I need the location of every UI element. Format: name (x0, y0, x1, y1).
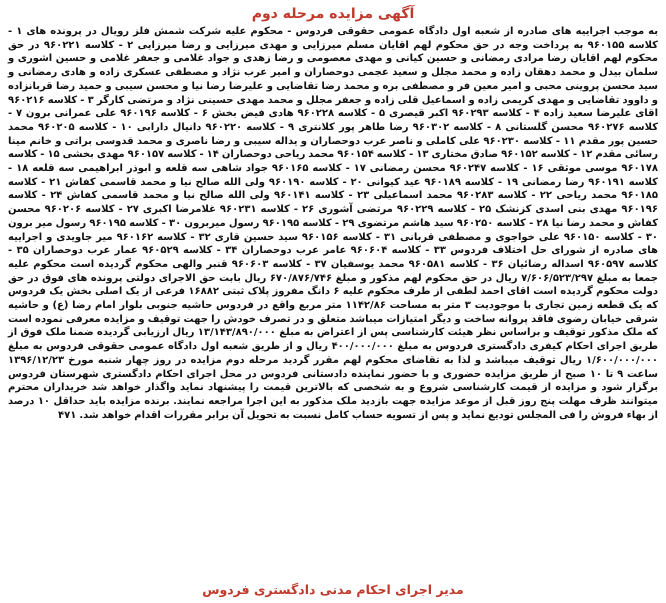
notice-signature: مدیر اجرای احکام مدنی دادگستری فردوس (202, 582, 464, 597)
notice-body: به موجب اجراییه های صادره از شعبه اول دادگاه عمومی حقوقی فردوس - محکوم علیه شرکت شمش فلز رویال در پرونده های ۱ - کلاسه ۹۶۰۱۵۵ به پرداخت وجه در حق محکوم لهم اقایان مسلم میرزایی و مهدی میرزایی و رضا میرزایی ۲ - کلاسه ۹۶۰۲۲۱ در حق محکوم لهم اقایان رضا مرادی رمضانی و حسین کیانی و مهدی معصومی و رضا زهدی و جواد غلامی و جعفر غلامی و حسین اشوری و سلمان بیدل و محمد دهقان زاده و محمد مجلل و سعید عجمی دوحصاران و امیر عرب نژاد و مصطفی عسکری زاده و هادی رمضانی و سید محسن پروینی محبی و امیر معین فر و مصطفی بره و محمد رضا تقاضایی و علیرضا رضا نیا و محسن سیبی و حمید رضا قربانزاده و داوود تقاضایی و مهدی کریمی زاده و اسماعیل قلی زاده و جعفر مجلل و محمد مهدی حسینی نژاد و مرتضی کارگر ۳ - کلاسه ۹۶۰۲۱۶ اقای علیرضا سعید زاده ۴ - کلاسه ۹۶۰۲۹۳ اکبر قیصری ۵ - کلاسه ۹۶۰۲۲۸ هادی فیض بخش ۶ - کلاسه ۹۶۰۱۹۶ علی عمرانی برون ۷ - کلاسه ۹۶۰۲۷۶ محسن گلستانی ۸ - کلاسه ۹۶۰۳۰۲ رضا طاهر پور کلانتری ۹ - کلاسه ۹۶۰۲۲۰ دانیال دارابی ۱۰ - کلاسه ۹۶۰۲۰۵ محمد حسین پور مقدم ۱۱ - کلاسه ۹۶۰۲۳۰ علی کاملی و ناصر عرب دوحصاران و یداله سیبی و رضا ناصری و محمد قدوسی براتی و خانم مینا رسائی مقدم ۱۲ - کلاسه ۹۶۰۱۵۲ صادق مختاری ۱۳ - کلاسه ۹۶۰۱۵۴ محمد ریاحی دوحصاران ۱۴ - کلاسه ۹۶۰۱۵۷ مهدی بخشی ۱۵ - کلاسه ۹۶۰۱۷۸ موسی موثقی ۱۶ - کلاسه ۹۶۰۲۴۷ محسن رمضانی ۱۷ - کلاسه ۹۶۰۱۶۵ جواد شاهی سه قلعه و ابوذر ابراهیمی سه قلعه ۱۸ - کلاسه ۹۶۰۱۹۱ رضا رمضانی ۱۹ - کلاسه ۹۶۰۱۸۹ عید کیوانی ۲۰ - کلاسه ۹۶۰۱۹۰ ولی الله صالح نیا و محمد قاسمی کفاش ۲۱ - کلاسه ۹۶۰۱۸۵ محمد ریاحی ۲۲ - کلاسه ۹۶۰۲۸۳ محمد اسماعیلی ۲۳ - کلاسه ۹۶۰۱۴۱ ولی الله صالح نیا و محمد قاسمی کفاش ۲۴ - کلاسه ۹۶۰۱۹۶ مهدی بنی اسدی کزنشک ۲۵ - کلاسه ۹۶۰۲۲۹ مرتضی آشوری ۲۶ - کلاسه ۹۶۰۲۳۱ غلامرضا اکبری ۲۷ - کلاسه ۹۶۰۲۰۶ محسن کفاش و محمد رضا نیا ۲۸ - کلاسه ۹۶۰۲۵۰ سید هاشم مرتضوی ۲۹ - کلاسه ۹۶۰۱۹۵ رسول میربرون ۳۰ - کلاسه ۹۶۰۱۹۵ رسول میر برون ۳۰ - کلاسه ۹۶۰۱۵۰ علی خواجوی و مصطفی قربانی ۳۱ - کلاسه ۹۶۰۱۵۶ سید حسین قاری ۳۲ - کلاسه ۹۶۰۱۶۲ میر جاویدی و اجراییه های صادره از شورای حل اختلاف فردوس ۳۳ - کلاسه ۹۶۰۶۰۴ عامر عرب دوحصاران ۳۴ - کلاسه ۹۶۰۵۲۹ عمار عرب دوحصاران ۳۵ - کلاسه ۹۶۰۵۹۷ اسداله رضائیان ۳۶ - کلاسه ۹۶۰۵۸۱ محمد یوسفیان ۳۷ - کلاسه ۹۶۰۶۰۳ قنبر والهی محکوم گردیده است محکوم علیه جمعا به مبلغ ۷/۶۰۶/۵۲۳/۲۹۷ ریال در حق محکوم لهم مذکور و مبلغ ۶۷۰/۸۷۶/۷۴۶ ریال بابت حق الاجرای دولتی پرونده های فوق در حق دولت محکوم گردیده است اقای احمد لطفی از طرف محکوم علیه ۶ دانگ مفروز پلاک ثبتی ۱۶۸۸۲ فرعی از یک اصلی بخش یک فردوس که یک قطعه زمین تجاری با موجودیت ۳ متر به مساحت ۱۱۴۲/۸۶ متر مربع واقع در فردوس حاشیه جنوبی بلوار امام رضا (ع) و حاشیه شرقی خیابان رضوی فاقد پروانه ساخت و دیگر امتیازات میباشد متعلق و در تصرف خودش را جهت توقیف و مزایده معرفی نموده است که ملک مذکور توقیف و براساس نظر هیئت کارشناسی پس از اعتراض به مبلغ ۱۳/۱۴۳/۸۹۰/۰۰۰ ریال ارزیابی گردیده ضمنا ملک فوق از طریق اجرای احکام کیفری دادگستری فردوس به مبلغ ۴۰۰/۰۰۰/۰۰۰ ریال و از طریق شعبه اول دادگاه عمومی حقوقی فردوس به مبلغ ۱/۶۰۰/۰۰۰/۰۰۰ ریال توقیف میباشد و لذا به تقاضای محکوم لهم مقرر گردید مرحله دوم مزایده در روز چهار شنبه مورخ ۱۳۹۶/۱۲/۲۳ ساعت ۹ تا ۱۰ صبح از طریق مزایده حضوری و با حضور نماینده دادستانی فردوس در محل اجرای احکام دادگستری شهرستان فردوس برگزار شود و مزایده از قیمت کارشناسی شروع و به شخصی که بالاترین قیمت را پیشنهاد نماید واگذار خواهد شد خریداران محترم میتوانند ظرف مهلت پنج روز قبل از موعد مزایده جهت بازدید ملک مذکور به این اجرا مراجعه نمایند. برنده مزایده باید حداقل ۱۰ درصد از بهاء فروش را فی المجلس تودیع نماید و پس از تسویه حساب کامل نسبت به تحویل آن برابر مقررات اقدام خواهد شد. ۴۷۱ (8, 26, 659, 421)
notice-title: آگهی مزایده مرحله دوم (251, 6, 415, 22)
